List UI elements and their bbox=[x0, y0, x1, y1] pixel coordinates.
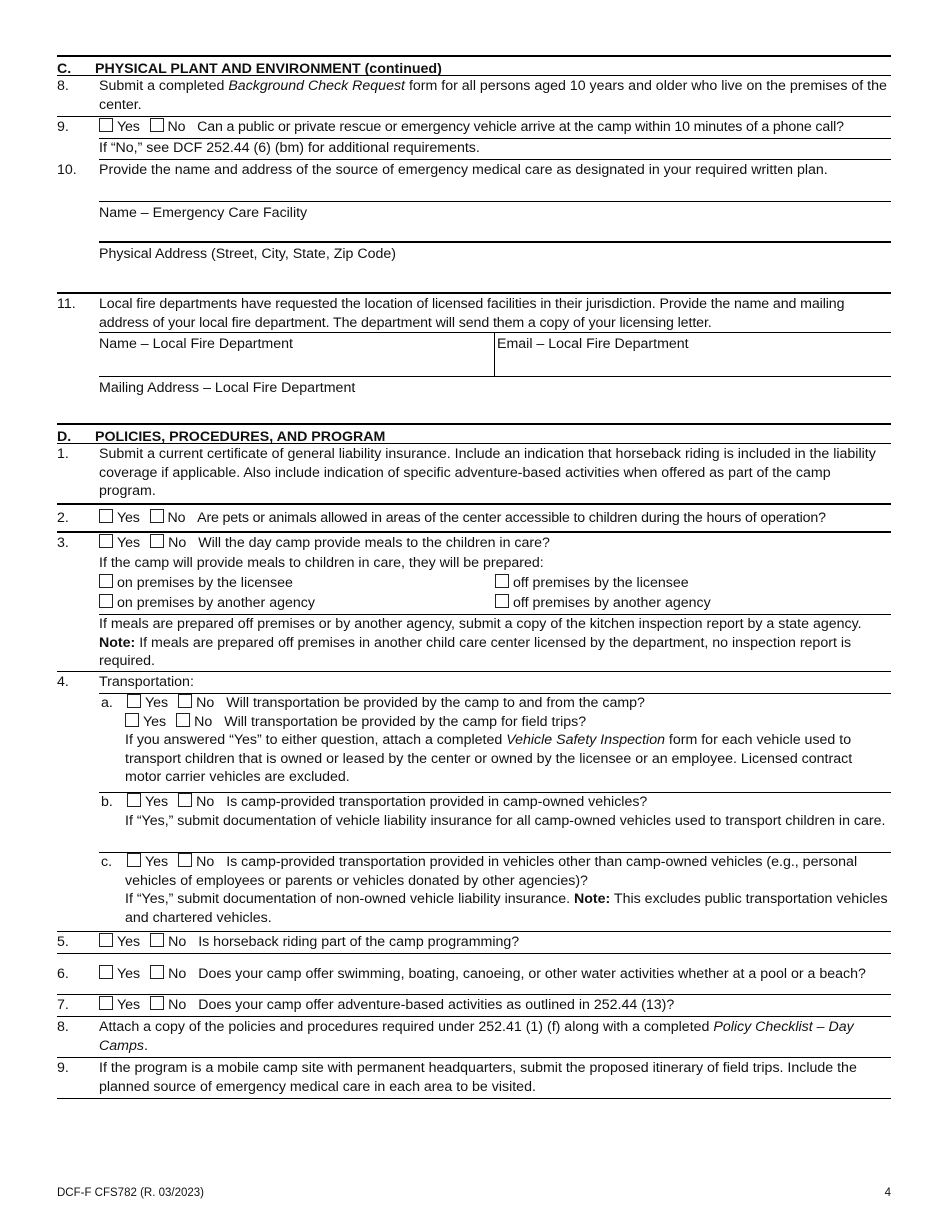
item-d4b: b. Yes No Is camp-provided transportation provided in camp-owned vehicles? If “Yes,” submit documentation of vehicle liability insurance for all camp-owned vehicles used to transport children in care. bbox=[99, 793, 891, 853]
item-c10: 10. Provide the name and address of the source of emergency medical care as designated in your required written plan. Name – Emergency Care Facility Physical Address (Street, City, State, Zip Code) bbox=[57, 160, 891, 292]
yes-checkbox[interactable] bbox=[99, 509, 113, 523]
emergency-care-address-field[interactable]: Physical Address (Street, City, State, Zip Code) bbox=[99, 246, 397, 262]
meal-option-checkbox[interactable] bbox=[495, 574, 509, 588]
no-checkbox[interactable] bbox=[150, 965, 164, 979]
item-d8: 8. Attach a copy of the policies and procedures required under 252.41 (1) (f) along with a completed Policy Checklist – Day Camps. bbox=[57, 1017, 891, 1058]
no-checkbox[interactable] bbox=[150, 509, 164, 523]
item-d1: 1. Submit a current certificate of general liability insurance. Include an indication that horseback riding is included in the liability coverage if applicable. Also include indication of specific adventure-based activities when offered as part of the camp program. bbox=[57, 444, 891, 505]
emergency-care-name-field[interactable]: Name – Emergency Care Facility bbox=[99, 201, 891, 243]
item-d3: 3. Yes No Will the day camp provide meals to the children in care? If the camp will provide meals to children in care, they will be prepared: on premises by the licensee off premises by the licensee on premises by another agency off premises by another agency If meals are prepared off premises or by another agency, submit a copy of the kitchen inspection report by a state agency. Note: If meals are prepared off premises in another child care center licensed by the department, no inspection report is required. bbox=[57, 533, 891, 672]
item-d5: 5. Yes No Is horseback riding part of the camp programming? bbox=[57, 932, 891, 954]
section-d-header: D. POLICIES, PROCEDURES, AND PROGRAM bbox=[57, 423, 891, 444]
item-c11: 11. Local fire departments have requested the location of licensed facilities in their jurisdiction. Provide the name and mailing address of your local fire department. The department will send them a copy of your licensing letter. Name – Local Fire Department Email – Local Fire Department Mailing Address – Local Fire Department bbox=[57, 292, 891, 423]
yes-checkbox[interactable] bbox=[99, 965, 113, 979]
yes-checkbox[interactable] bbox=[127, 694, 141, 708]
item-number: 8. bbox=[57, 78, 69, 94]
fire-dept-email-field[interactable]: Email – Local Fire Department bbox=[497, 336, 689, 352]
yes-checkbox[interactable] bbox=[99, 534, 113, 548]
fire-dept-name-field[interactable]: Name – Local Fire Department bbox=[99, 333, 495, 376]
no-checkbox[interactable] bbox=[150, 534, 164, 548]
no-checkbox[interactable] bbox=[150, 933, 164, 947]
yes-checkbox[interactable] bbox=[125, 713, 139, 727]
item-d4c: c. Yes No Is camp-provided transportation provided in vehicles other than camp-owned vehicles (e.g., personal vehicles of employees or parents or vehicles donated by other agencies)? If “Yes,” submit documentation of non-owned vehicle liability insurance. Note: This excludes public transportation vehicles and chartered vehicles. bbox=[101, 854, 888, 926]
page-footer bbox=[57, 1187, 891, 1199]
section-letter: C. bbox=[57, 61, 72, 77]
item-d2: 2. Yes No Are pets or animals allowed in areas of the center accessible to children during the hours of operation? bbox=[57, 505, 891, 533]
item-d4: 4. Transportation: a. Yes No Will transportation be provided by the camp to and from the camp? Yes No Will transportation be provided by the camp for field trips? If you answered “Yes” to either question, attach a completed Vehicle Safety Inspection form for each vehicle used to transport children that is owned or leased by the center or owned by the licensee or an employee. Licensed contract motor carrier vehicles are excluded. b. Yes No Is camp-provided transportation provided in camp-owned vehicles? If “Yes,” submit documentation of vehicle liability insurance for all camp-owned vehicles used to transport children in care. c. Yes No Is camp-provided transportation provided in vehicles other than camp-owned vehicles (e.g., personal vehicles of employees or parents or vehicles donated by other agencies)? If “Yes,” submit documentation of non-owned vehicle liability insurance. Note: This excludes public transportation vehicles and chartered vehicles. bbox=[57, 672, 891, 932]
yes-checkbox[interactable] bbox=[127, 793, 141, 807]
no-checkbox[interactable] bbox=[178, 793, 192, 807]
section-c-header bbox=[57, 55, 891, 76]
form-page bbox=[57, 55, 891, 1099]
page-number: 4 bbox=[884, 1187, 891, 1199]
no-checkbox[interactable] bbox=[150, 996, 164, 1010]
no-checkbox[interactable] bbox=[150, 118, 164, 132]
item-c8: 8. Submit a completed Background Check Request form for all persons aged 10 years and older who live on the premises of the center. bbox=[57, 76, 891, 117]
meal-option-checkbox[interactable] bbox=[99, 574, 113, 588]
meal-option-checkbox[interactable] bbox=[99, 594, 113, 608]
item-d4a: a. Yes No Will transportation be provided by the camp to and from the camp? Yes No Will transportation be provided by the camp for field trips? If you answered “Yes” to either question, attach a completed Vehicle Safety Inspection form for each vehicle used to transport children that is owned or leased by the center or owned by the licensee or an employee. Licensed contract motor carrier vehicles are excluded. bbox=[99, 694, 891, 793]
no-checkbox[interactable] bbox=[176, 713, 190, 727]
no-checkbox[interactable] bbox=[178, 853, 192, 867]
item-d6: 6. Yes No Does your camp offer swimming, boating, canoeing, or other water activities whether at a pool or a beach? bbox=[57, 954, 891, 995]
item-d9: 9. If the program is a mobile camp site with permanent headquarters, submit the proposed itinerary of field trips. Include the planned source of emergency medical care in each area to be visited. bbox=[57, 1058, 891, 1099]
form-number: DCF-F CFS782 (R. 03/2023) bbox=[57, 1187, 204, 1199]
yes-checkbox[interactable] bbox=[99, 996, 113, 1010]
no-checkbox[interactable] bbox=[178, 694, 192, 708]
yes-checkbox[interactable] bbox=[99, 933, 113, 947]
fire-dept-address-field[interactable]: Mailing Address – Local Fire Department bbox=[99, 380, 356, 396]
yes-checkbox[interactable] bbox=[99, 118, 113, 132]
item-c9: 9. Yes No Can a public or private rescue or emergency vehicle arrive at the camp within 10 minutes of a phone call? If “No,” see DCF 252.44 (6) (bm) for additional requirements. bbox=[57, 117, 891, 160]
item-d7: 7. Yes No Does your camp offer adventure-based activities as outlined in 252.44 (13)? bbox=[57, 995, 891, 1017]
section-title: PHYSICAL PLANT AND ENVIRONMENT (continued) bbox=[95, 61, 442, 77]
yes-checkbox[interactable] bbox=[127, 853, 141, 867]
meal-option-checkbox[interactable] bbox=[495, 594, 509, 608]
